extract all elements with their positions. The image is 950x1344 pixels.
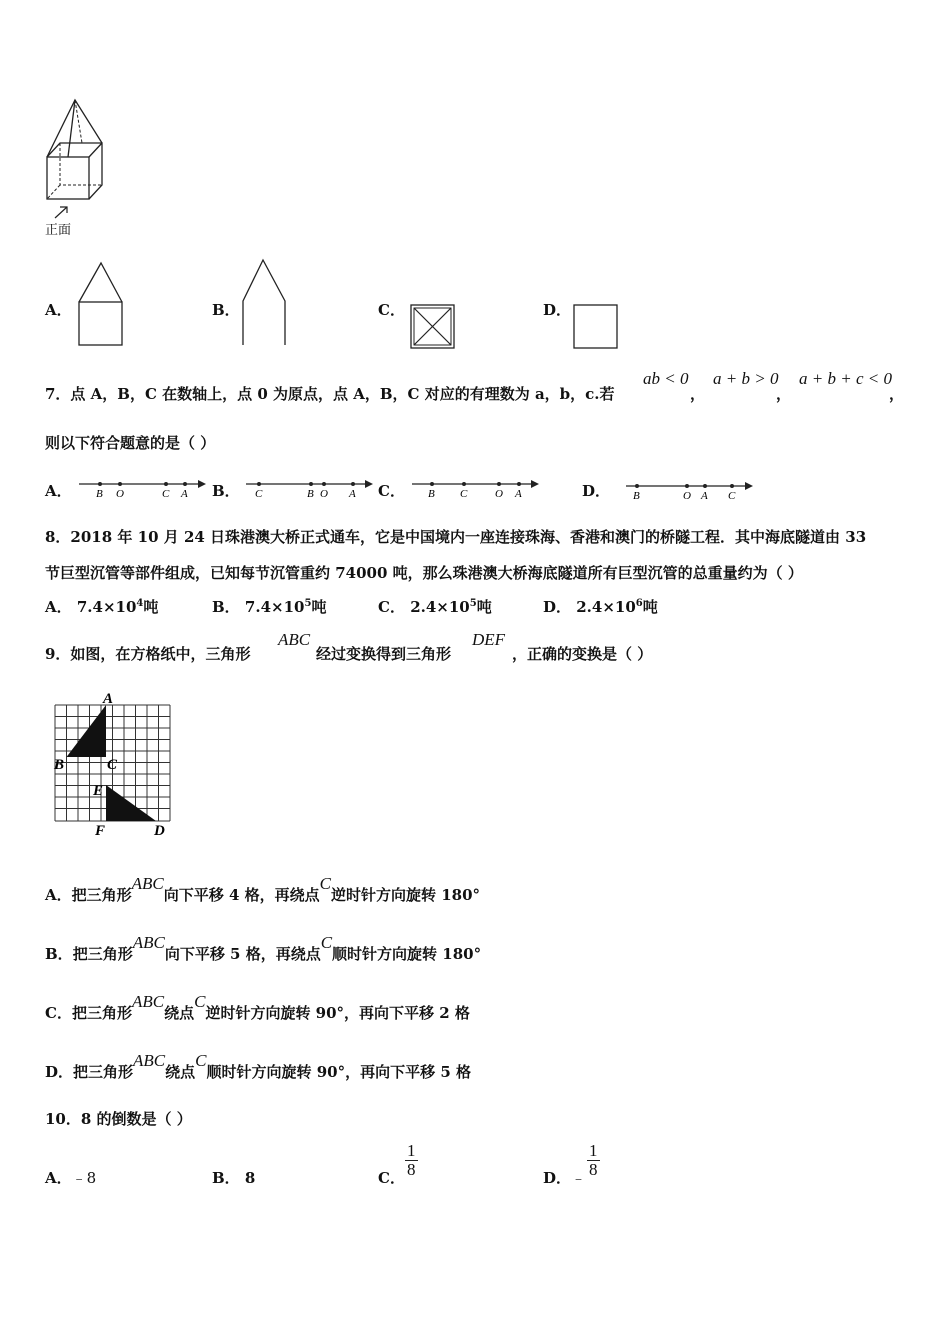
q7c-tick-o xyxy=(495,482,503,500)
q7b-tick-c xyxy=(255,482,263,500)
svg-text:C: C xyxy=(162,488,170,500)
q7c-tick-c xyxy=(460,482,468,500)
q7a-tick-c xyxy=(162,482,170,500)
svg-text:B: B xyxy=(428,488,435,500)
q7b-tick-a xyxy=(348,482,356,500)
q7-condition-1: ab < 0 xyxy=(643,369,689,388)
q6-option-a-label[interactable]: A． xyxy=(45,301,72,319)
front-arrow xyxy=(55,207,67,218)
q8-option-c[interactable]: C． $2.4\times 10^5$吨 xyxy=(378,598,492,616)
svg-text:D: D xyxy=(154,823,165,839)
svg-text:B: B xyxy=(307,488,314,500)
svg-text:O: O xyxy=(116,488,124,500)
svg-text:C: C xyxy=(255,488,263,500)
q7b-tick-o xyxy=(320,482,328,500)
q7-condition-2: a + b > 0 xyxy=(713,369,779,388)
svg-text:O: O xyxy=(495,488,503,500)
q7a-tick-a xyxy=(180,482,188,500)
q7-option-a-numberline[interactable] xyxy=(75,475,210,501)
q10-option-d-fraction[interactable]: $\frac{1}{8}$ xyxy=(589,1141,598,1179)
q7-option-a-label[interactable]: A． xyxy=(45,482,72,500)
q7-stem-line2: 则以下符合题意的是（ ） xyxy=(45,434,216,452)
svg-text:A: A xyxy=(701,490,708,501)
q7a-tick-b xyxy=(96,482,103,500)
q6-option-a-figure[interactable] xyxy=(74,258,129,350)
q6-option-d-label[interactable]: D． xyxy=(543,301,572,319)
q9-def: DEF xyxy=(472,630,506,649)
svg-text:C: C xyxy=(107,757,118,773)
q8-stem-line1: 8．2018 年 10 月 24 日珠港澳大桥正式通车，它是中国境内一座连接珠海、香港和澳门的桥隧工程．其中海底隧道由 33 xyxy=(45,528,867,546)
q6-option-c-label[interactable]: C． xyxy=(378,301,405,319)
q6-option-b-figure[interactable] xyxy=(237,255,292,350)
q6-option-d-figure[interactable] xyxy=(568,301,623,351)
svg-text:E: E xyxy=(93,783,104,799)
q7b-tick-b xyxy=(307,482,314,500)
svg-text:F: F xyxy=(95,823,106,839)
q7-comma-1: ， xyxy=(690,385,706,403)
q7-option-b-numberline[interactable] xyxy=(242,475,377,501)
front-label: 正面 xyxy=(45,223,72,238)
q9-stem-c: ，正确的变换是（ ） xyxy=(512,645,653,663)
svg-text:C: C xyxy=(728,490,736,501)
svg-text:O: O xyxy=(320,488,328,500)
q7-comma-2: ， xyxy=(776,385,792,403)
q7-option-b-label[interactable]: B． xyxy=(212,482,240,500)
svg-text:O: O xyxy=(683,490,691,501)
q7-stem: 7．点 A，B，C 在数轴上，点 0 为原点，点 A，B，C 对应的有理数为 a，b，c.若 xyxy=(45,385,615,403)
q7c-tick-b xyxy=(428,482,435,500)
triangle-abc xyxy=(67,705,107,757)
svg-text:A: A xyxy=(181,488,188,500)
q8-option-d[interactable]: D． $2.4\times 10^6$吨 xyxy=(543,598,658,616)
q9-option-b[interactable]: B．把三角形ABC向下平移 5 格，再绕点C顺时针方向旋转 180° xyxy=(45,933,482,963)
svg-text:A: A xyxy=(515,488,522,500)
svg-text:B: B xyxy=(96,488,103,500)
q10-option-a[interactable]: A．﹣8 xyxy=(45,1169,97,1187)
q7-option-d-numberline[interactable] xyxy=(622,475,757,501)
q7-condition-3: a + b + c < 0 xyxy=(799,369,892,388)
q9-stem-b: 经过变换得到三角形 xyxy=(316,645,452,663)
svg-text:B: B xyxy=(54,757,65,773)
svg-text:A: A xyxy=(103,691,114,707)
q10-option-c-fraction[interactable]: $\frac{1}{8}$ xyxy=(407,1141,416,1179)
q8-option-b[interactable]: B． $7.4\times 10^5$吨 xyxy=(212,598,327,616)
svg-text:B: B xyxy=(633,490,640,501)
q9-option-c[interactable]: C．把三角形ABC绕点C逆时针方向旋转 90°，再向下平移 2 格 xyxy=(45,992,470,1022)
q8-option-a[interactable]: A． $7.4\times 10^4$吨 xyxy=(45,598,159,616)
q7-comma-3: ， xyxy=(889,385,905,403)
q7-option-c-label[interactable]: C． xyxy=(378,482,405,500)
triangle-def xyxy=(106,785,156,821)
q8-stem-line2: 节巨型沉管等部件组成，已知每节沉管重约 74000 吨，那么珠港澳大桥海底隧道所有巨型沉管的总重量约为（ ） xyxy=(45,564,803,582)
q6-option-c-figure[interactable] xyxy=(405,301,460,351)
q7-option-c-numberline[interactable] xyxy=(408,475,543,501)
q10-option-d-label[interactable]: D．﹣ xyxy=(543,1169,587,1187)
q7-option-d-label[interactable]: D． xyxy=(582,482,611,500)
q7c-tick-a xyxy=(514,482,522,500)
q9-abc: ABC xyxy=(278,630,311,649)
q10-option-b[interactable]: B． 8 xyxy=(212,1169,256,1187)
svg-text:A: A xyxy=(349,488,356,500)
q6-option-b-label[interactable]: B． xyxy=(212,301,240,319)
q10-stem: 10．8 的倒数是（ ） xyxy=(45,1110,192,1128)
q9-option-a[interactable]: A．把三角形ABC向下平移 4 格，再绕点C逆时针方向旋转 180° xyxy=(45,874,481,904)
svg-text:C: C xyxy=(460,488,468,500)
q10-option-c-label[interactable]: C． xyxy=(378,1169,405,1187)
q9-grid-figure xyxy=(48,688,176,840)
q9-option-d[interactable]: D．把三角形ABC绕点C顺时针方向旋转 90°，再向下平移 5 格 xyxy=(45,1051,471,1081)
q9-stem-a: 9．如图，在方格纸中，三角形 xyxy=(45,645,251,663)
q7a-tick-o xyxy=(116,482,124,500)
